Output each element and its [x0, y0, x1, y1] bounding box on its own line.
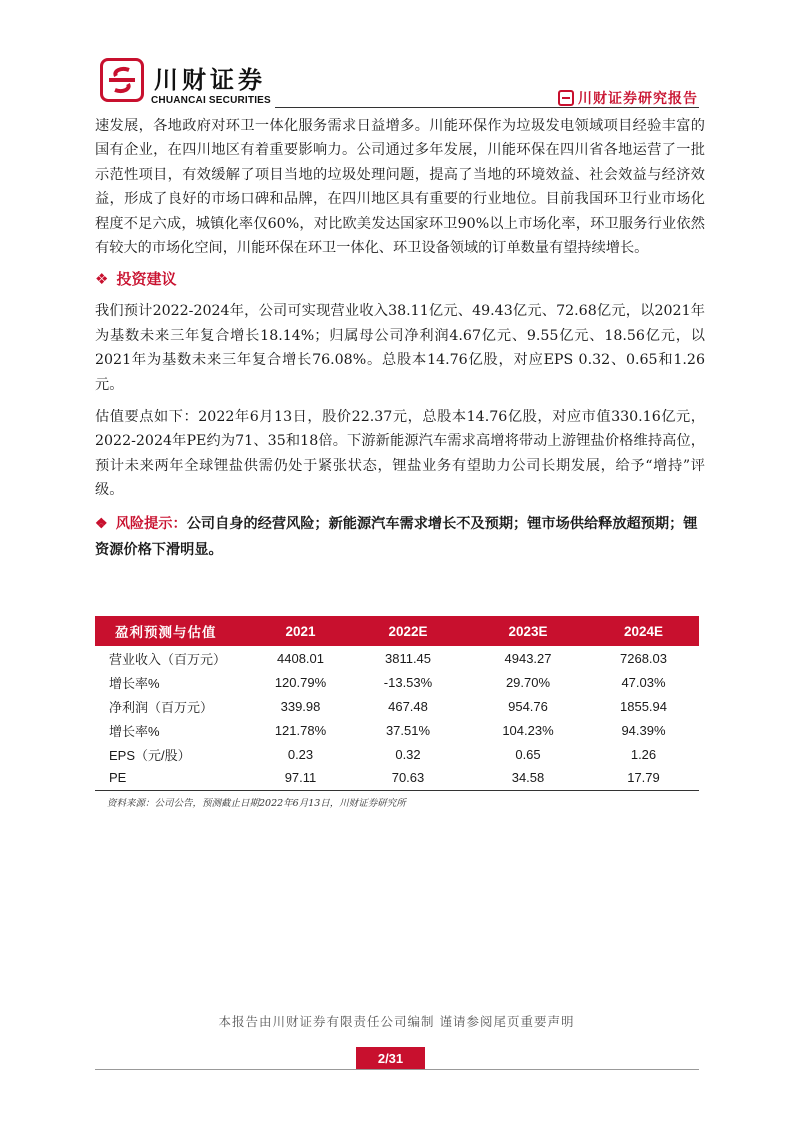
invest-paragraph-2: 估值要点如下：2022年6月13日，股价22.37元，总股本14.76亿股，对应市值330.16亿元，2022-2024年PE约为71、35和18倍。下游新能源汽车需求高增将带动上游锂盐价格维持高位，预计未来两年全球锂盐供需仍处于紧张状态，锂盐业务有望助力公司长期发展，给予“增持”评级。	[95, 409, 705, 499]
table-cell: 1855.94	[620, 698, 667, 714]
table-header-cell: 盈利预测与估值	[115, 625, 217, 640]
table-row	[95, 742, 699, 766]
table-cell: 37.51%	[385, 722, 431, 738]
diamond-bullet-icon: ❖	[95, 515, 108, 532]
page-number: 2/31	[356, 1047, 425, 1070]
report-body	[95, 114, 705, 563]
logo-mark-icon	[103, 61, 141, 99]
table-cell: 339.98	[280, 698, 321, 714]
footer-disclaimer: 本报告由川财证券有限责任公司编制 谨请参阅尾页重要声明	[218, 1014, 575, 1029]
table-cell: 7268.03	[620, 650, 667, 666]
table-cell: 净利润（百万元）	[109, 699, 214, 715]
risk-title: 风险提示：	[115, 515, 187, 532]
table-cell: -13.53%	[383, 674, 433, 690]
invest-title: 投资建议	[116, 270, 177, 289]
table-cell: 增长率%	[109, 723, 160, 739]
invest-section-title	[95, 268, 705, 289]
table-row	[95, 694, 699, 718]
table-row	[95, 646, 699, 670]
report-label: 川财证券研究报告	[578, 91, 698, 107]
table-cell: 97.11	[284, 770, 317, 786]
risk-text: 公司自身的经营风险；新能源汽车需求增长不及预期；锂市场供给释放超预期；锂资源价格下滑明显。	[95, 515, 698, 558]
table-cell: 467.48	[388, 698, 428, 714]
table-cell: 104.23%	[502, 722, 554, 738]
table-row	[95, 670, 699, 694]
table-cell: 47.03%	[621, 674, 666, 690]
table-cell: 3811.45	[384, 650, 432, 666]
table-cell: EPS（元/股）	[109, 747, 191, 763]
table-cell: 0.23	[287, 746, 314, 762]
table-cell: 954.76	[508, 698, 548, 714]
table-cell: 29.70%	[505, 674, 551, 690]
table-header-cell: 2024E	[623, 623, 664, 639]
table-cell: 1.26	[630, 746, 657, 762]
risk-paragraph	[95, 511, 705, 563]
table-header-cell: 2023E	[508, 623, 548, 639]
table-cell: 0.65	[515, 746, 541, 762]
table-row	[95, 718, 699, 742]
diamond-bullet-icon: ❖	[95, 270, 109, 289]
forecast-table-wrap	[95, 616, 699, 809]
table-cell: 17.79	[627, 770, 660, 786]
table-cell: 120.79%	[274, 674, 327, 690]
table-source-note: 资料来源：公司公告，预测截止日期2022年6月13日，川财证券研究所	[107, 797, 406, 809]
table-cell: 0.32	[395, 746, 421, 762]
forecast-table	[95, 616, 699, 791]
intro-paragraph: 速发展，各地政府对环卫一体化服务需求日益增多。川能环保作为垃圾发电领域项目经验丰富的国有企业，在四川地区有着重要影响力。公司通过多年发展，川能环保在四川省各地运营了一批示范性项目，有效缓解了项目当地的垃圾处理问题，提高了当地的环境效益、社会效益与经济效益，形成了良好的市场口碑和品牌，在四川地区具有重要的行业地位。目前我国环卫行业市场化程度不足六成，城镇化率仅60%，对比欧美发达国家环卫90%以上市场化率，环卫服务行业依然有较大的市场化空间，川能环保在环卫一体化、环卫设备领域的订单数量有望持续增长。	[95, 118, 705, 257]
table-cell: 94.39%	[621, 722, 666, 738]
brand-name-en: CHUANCAI SECURITIES	[151, 95, 271, 106]
report-logo-icon	[558, 90, 574, 106]
report-tag	[558, 88, 698, 108]
table-cell: PE	[109, 770, 127, 786]
table-cell: 营业收入（百万元）	[109, 651, 227, 667]
table-header-cell: 2021	[285, 623, 316, 639]
brand-name-cn: 川财证券	[154, 66, 266, 94]
table-header-row	[95, 616, 699, 646]
table-cell: 70.63	[391, 770, 425, 786]
table-header-cell: 2022E	[388, 623, 428, 639]
table-cell: 4408.01	[277, 650, 324, 666]
table-cell: 34.58	[511, 770, 545, 786]
table-cell: 121.78%	[274, 722, 327, 738]
company-logo	[100, 58, 144, 102]
table-row	[95, 766, 699, 790]
invest-paragraph-1: 我们预计2022-2024年，公司可实现营业收入38.11亿元、49.43亿元、72.68亿元，以2021年为基数未来三年复合增长18.14%；归属母公司净利润4.67亿元、9.55亿元、18.56亿元，以2021年为基数未来三年复合增长76.08%。总股本14.76亿股，对应EPS 0.32、0.65和1.26元。	[95, 303, 705, 393]
table-cell: 增长率%	[109, 675, 160, 691]
footer-divider	[95, 1069, 699, 1070]
table-cell: 4943.27	[504, 650, 552, 666]
